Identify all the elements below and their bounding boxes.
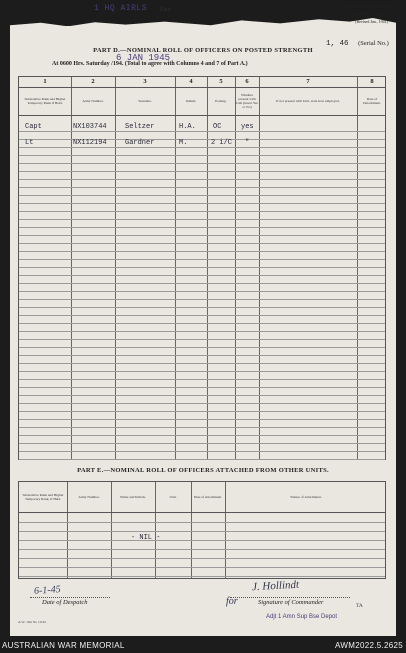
ruled-line — [19, 171, 385, 172]
row-2-army-number: NX112194 — [73, 139, 107, 147]
ruled-line — [19, 323, 385, 324]
serial-number: 1, 46 — [326, 40, 349, 48]
e-header-nature: Nature of Attachment. — [290, 494, 322, 499]
ruled-line — [19, 549, 385, 550]
e-header-date: Date of Attachment. — [193, 494, 223, 499]
row-1-posting: OC — [213, 123, 222, 131]
ruled-line — [19, 251, 385, 252]
signature-prefix: for — [226, 596, 238, 607]
ruled-line — [19, 371, 385, 372]
ruled-line — [19, 203, 385, 204]
ruled-line — [19, 227, 385, 228]
adjutant-stamp: Adjt 1 Amn Sup Bse Depot — [266, 614, 338, 620]
ruled-line — [19, 379, 385, 380]
ruled-line — [19, 419, 385, 420]
ruled-line — [19, 315, 385, 316]
ruled-line — [19, 331, 385, 332]
unit-stamp: 1 HQ AIRLS — [94, 4, 148, 13]
ruled-line — [19, 275, 385, 276]
ruled-line — [19, 179, 385, 180]
ruled-line — [19, 155, 385, 156]
col-header-posting: Posting. — [215, 98, 227, 103]
part-d-subheading: At 0600 Hrs. Saturday /194. (Total to agree with Columns 4 and 7 of Part A.) — [52, 61, 248, 67]
row-2-rank: Lt — [25, 139, 34, 147]
col-header-army-number: Army Number. — [82, 98, 104, 103]
ruled-line — [19, 443, 385, 444]
col-header-rank: Substantive Rank and Higher Temporary Rank if Held. — [24, 96, 66, 105]
ruled-line — [19, 558, 385, 559]
ruled-line — [19, 576, 385, 577]
ruled-line — [19, 147, 385, 148]
ruled-line — [19, 131, 385, 132]
col-number: 3 — [143, 78, 147, 85]
part-e-table — [18, 481, 386, 579]
part-e-nil-entry: - NIL - — [131, 534, 161, 542]
col-header-how-employed: If not present with Unit, state how employed. — [276, 98, 340, 103]
col-header-surname: Surname. — [138, 98, 152, 103]
ta-mark: TA — [356, 603, 363, 609]
col-number: 7 — [306, 78, 310, 85]
ruled-line — [19, 187, 385, 188]
row-2-surname: Gardner — [125, 139, 155, 147]
ruled-line — [19, 243, 385, 244]
ruled-line — [19, 567, 385, 568]
printer-note: A.W. 19st No 10/42 — [18, 620, 46, 624]
signature-dotted-line — [230, 597, 350, 598]
col-header-initials: Initials. — [185, 98, 197, 103]
ruled-line — [19, 403, 385, 404]
ruled-line — [19, 219, 385, 220]
archive-caption-bar — [0, 637, 406, 653]
date-stamp: 6 JAN 1945 — [116, 53, 171, 63]
row-1-initials: H.A. — [179, 123, 196, 131]
ruled-line — [19, 355, 385, 356]
row-1-rank: Capt — [25, 123, 42, 131]
row-1-present: yes — [241, 123, 254, 131]
ruled-line — [19, 211, 385, 212]
e-header-rank: Substantive Rank and Higher Temporary Rank, if Held. — [22, 492, 64, 501]
ruled-line — [19, 163, 385, 164]
archive-name: AUSTRALIAN WAR MEMORIAL — [2, 641, 125, 650]
ruled-line — [19, 307, 385, 308]
form-line: Army Form W.3008 — [343, 4, 388, 10]
ruled-line — [19, 395, 385, 396]
ruled-line — [19, 259, 385, 260]
form-line: (Revised Jan., 1941) — [355, 19, 388, 24]
archive-reference: AWM2022.5.2625 — [335, 641, 403, 650]
col-number: 5 — [219, 78, 223, 85]
despatch-label: Date of Despatch — [42, 599, 88, 606]
col-number: 6 — [245, 78, 249, 85]
ruled-line — [19, 522, 385, 523]
ruled-line — [19, 347, 385, 348]
e-header-unit: Unit. — [169, 494, 177, 499]
row-1-army-number: NX103744 — [73, 123, 107, 131]
e-header-name: Name and Initials. — [120, 494, 146, 499]
ruled-line — [19, 283, 385, 284]
ruled-line — [19, 299, 385, 300]
ruled-line — [19, 235, 385, 236]
col-number: 8 — [370, 78, 374, 85]
form-line: (Adapted) (Page 2) — [345, 11, 388, 17]
row-2-initials: M. — [179, 139, 188, 147]
form-identifier — [318, 4, 388, 25]
row-2-present: " — [245, 139, 250, 147]
ruled-line — [19, 387, 385, 388]
row-2-posting: 2 i/C — [211, 139, 233, 147]
signature-label: Signature of Commander — [258, 599, 324, 606]
part-e-title: PART E.—NOMINAL ROLL OF OFFICERS ATTACHED FROM OTHER UNITS. — [77, 467, 329, 474]
ruled-line — [19, 459, 385, 460]
part-d-table — [18, 76, 386, 460]
e-header-army-number: Army Number. — [78, 494, 100, 499]
ruled-line — [19, 291, 385, 292]
ruled-line — [19, 540, 385, 541]
ruled-line — [19, 339, 385, 340]
despatch-date: 6-1-45 — [33, 584, 62, 597]
col-number: 1 — [43, 78, 47, 85]
serial-label: (Serial No.) — [358, 40, 389, 47]
row-1-surname: Seltzer — [125, 123, 155, 131]
ruled-line — [19, 267, 385, 268]
part-d-title: PART D.—NOMINAL ROLL OF OFFICERS ON POSTED STRENGTH — [93, 47, 313, 54]
ruled-line — [19, 427, 385, 428]
commander-signature: J. Hollindt — [251, 578, 300, 594]
ruled-line — [19, 451, 385, 452]
col-header-detach-date: Date of Detachment. — [363, 96, 381, 105]
ruled-line — [19, 411, 385, 412]
ruled-line — [19, 195, 385, 196]
col-header-present: Whether present with Unit (insert Yes or No) — [236, 92, 258, 110]
ruled-line — [19, 363, 385, 364]
unit-label: Unit — [160, 7, 171, 13]
col-number: 2 — [91, 78, 95, 85]
col-number: 4 — [189, 78, 193, 85]
ruled-line — [19, 531, 385, 532]
despatch-dotted-line — [30, 597, 110, 598]
ruled-line — [19, 435, 385, 436]
